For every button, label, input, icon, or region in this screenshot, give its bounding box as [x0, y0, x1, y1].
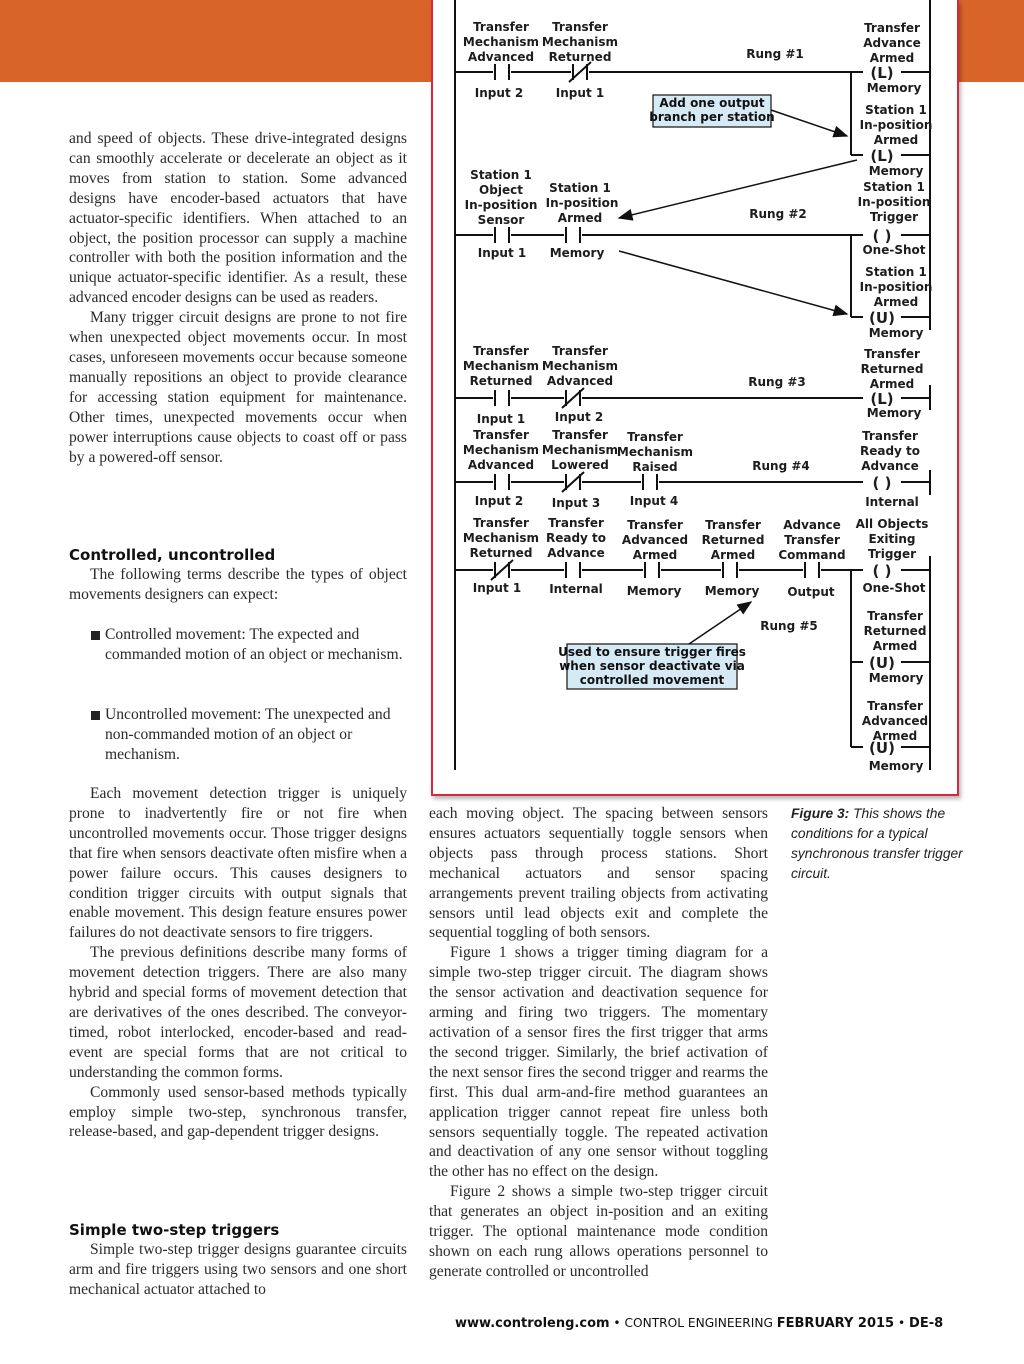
bullet-controlled-text: Controlled movement: The expected and commanded motion of an object or mechanism.: [105, 626, 403, 663]
ladder-diagram-svg: [433, 0, 957, 794]
paragraph-intro: and speed of objects. These drive-integrated designs can smoothly accelerate or decelerate an object as it moves from station to station. Some advanced designs have encoder-based actuators that have actuator-specific identifiers. When attached to an object, the position processor can supply a machine controller with both the position information and the unique actuator-specific identifier. As a result, these advanced encoder designs can be used as readers.: [69, 130, 407, 307]
rung1-branch-coil-type: Memory: [868, 164, 924, 178]
figure-3-ladder-diagram: [431, 0, 959, 796]
svg-text:Returned: Returned: [701, 533, 765, 547]
coil-symbol: (U): [869, 309, 895, 327]
svg-text:Armed: Armed: [869, 51, 915, 65]
svg-text:Mechanism: Mechanism: [462, 443, 540, 457]
svg-text:Armed: Armed: [873, 295, 919, 309]
svg-text:Armed: Armed: [869, 377, 915, 391]
rung4-label: Rung #4: [752, 459, 810, 473]
rung2-c2-label: Station 1: [549, 181, 611, 195]
svg-text:In-position: In-position: [857, 195, 931, 209]
footer-separator: •: [897, 1316, 906, 1330]
rung2-c1-label: Station 1: [470, 168, 532, 182]
svg-text:Mechanism: Mechanism: [541, 443, 619, 457]
paragraph-commonly: Commonly used sensor-based methods typically employ simple two-step, synchronous transfer, release-based, and gap-dependent trigger designs.: [69, 1083, 407, 1141]
svg-text:Armed: Armed: [872, 729, 918, 743]
svg-text:Mechanism: Mechanism: [462, 359, 540, 373]
rung5-c4-label: Transfer: [705, 518, 761, 532]
bullet-uncontrolled-text: Uncontrolled movement: The unexpected and non-commanded motion of an object or mechanism.: [105, 706, 391, 763]
paragraph-each: Each movement detection trigger is uniquely prone to inadvertently fire or not fire when uncontrolled movements occur. Those trigger designs that fire when sensors deactivate often misfire when a power failure occurs. This causes designers to condition trigger circuits with output signals that enable movement. This design feature ensures power failures do not deactivate sensors to fire triggers.: [69, 785, 407, 942]
rung5-label: Rung #5: [760, 619, 818, 633]
rung5-c2-input: Internal: [549, 582, 603, 596]
rung2-coil-type: One-Shot: [862, 243, 926, 257]
svg-text:Advance: Advance: [863, 36, 921, 50]
heading-controlled: Controlled, uncontrolled: [69, 546, 276, 564]
svg-text:when sensor deactivate via: when sensor deactivate via: [559, 659, 745, 673]
paragraph-previous: The previous definitions describe many forms of movement detection triggers. There are also many hybrid and special forms of movement detection that are derivatives of the ones described. The conveyor-timed, robot interlocked, encoder-based and read-event are special forms that are not critical to understanding the common forms.: [69, 944, 407, 1081]
svg-text:Mechanism: Mechanism: [616, 445, 694, 459]
rung3-c1-label: Transfer: [473, 344, 529, 358]
svg-text:Ready to: Ready to: [545, 531, 607, 545]
rung3-label: Rung #3: [748, 375, 806, 389]
rung2-branch-coil-label: Station 1: [865, 265, 927, 279]
svg-text:branch per station: branch per station: [649, 110, 775, 124]
left-column-lower: [69, 784, 407, 1142]
rung5-c5-input: Output: [787, 585, 835, 599]
rung1-c1-label: Transfer: [473, 20, 529, 34]
svg-text:Advance: Advance: [547, 546, 605, 560]
rung3-coil-label: Transfer: [864, 347, 920, 361]
rung4-c1-input: Input 2: [474, 494, 524, 508]
bullet-square-icon: [91, 631, 100, 640]
rung4-coil-label: Transfer: [862, 429, 918, 443]
svg-text:Trigger: Trigger: [867, 547, 917, 561]
footer-date: FEBRUARY 2015: [776, 1316, 895, 1331]
paragraph-figure1: Figure 1 shows a trigger timing diagram for a simple two-step trigger circuit. The diagram shows the sensor activation and deactivation sequence for arming and firing two triggers. The momentary activation of a sensor fires the first trigger that arms the second trigger. Similarly, the brief activation of the next sensor fires the second trigger and rearms the first. This dual arm-and-fire method guarantees an application trigger cannot repeat fire unless both sensors sequentially toggle. The repeated activation and deactivation of any one sensor without toggling the other has no effect on the design.: [429, 944, 768, 1181]
rung2-coil-label: Station 1: [863, 180, 925, 194]
svg-text:Advanced: Advanced: [467, 458, 535, 472]
svg-text:Ready to: Ready to: [859, 444, 921, 458]
section-simple: [69, 1221, 407, 1300]
footer-magazine: CONTROL ENGINEERING: [624, 1316, 773, 1330]
rung2-c1-input: Input 1: [477, 246, 527, 260]
svg-text:Returned: Returned: [860, 362, 924, 376]
coil-symbol: (L): [870, 390, 894, 408]
rung4-coil-type: Internal: [865, 495, 919, 509]
svg-text:Exiting: Exiting: [868, 532, 916, 546]
coil-symbol: ( ): [872, 474, 892, 492]
bullet-uncontrolled: [91, 705, 411, 765]
caption-text: This shows the conditions for a typical synchronous transfer trigger circuit.: [791, 806, 963, 881]
paragraph-continuation: each moving object. The spacing between sensors ensures actuators sequentially toggle sensors when objects pass through process stations. Short mechanical actuators and sensor spacing arrangements prevent trailing objects from activating sensors until lead objects exit and complete the sequential toggling of both sensors.: [429, 805, 768, 942]
rung1-label: Rung #1: [746, 47, 804, 61]
rung1-coil-type: Memory: [866, 81, 922, 95]
svg-text:Armed: Armed: [872, 639, 918, 653]
svg-text:controlled movement: controlled movement: [579, 673, 725, 687]
rung2-branch-coil-type: Memory: [868, 326, 924, 340]
left-column: [69, 129, 407, 467]
bullet-controlled: [91, 625, 411, 685]
coil-symbol: ( ): [872, 227, 892, 245]
rung2-c2-input: Memory: [549, 246, 605, 260]
rung2-label: Rung #2: [749, 207, 807, 221]
rung5-coil-type: One-Shot: [862, 581, 926, 595]
svg-text:Returned: Returned: [469, 546, 533, 560]
coil-symbol: (L): [870, 64, 894, 82]
rung4-c1-label: Transfer: [473, 428, 529, 442]
rung5-c1-input: Input 1: [472, 581, 522, 595]
rung1-c1-input: Input 2: [474, 86, 524, 100]
page-footer: [455, 1316, 965, 1331]
svg-text:Armed: Armed: [632, 548, 678, 562]
rung1-branch-coil-label: Station 1: [865, 103, 927, 117]
svg-text:In-position: In-position: [859, 118, 933, 132]
heading-simple: Simple two-step triggers: [69, 1221, 280, 1239]
svg-text:Trigger: Trigger: [869, 210, 919, 224]
svg-text:Armed: Armed: [557, 211, 603, 225]
paragraph-simple: Simple two-step trigger designs guarantee circuits arm and fire triggers using two sensors and one short mechanical actuator attached to: [69, 1241, 407, 1298]
rung5-c2-label: Transfer: [548, 516, 604, 530]
rung4-c3-label: Transfer: [627, 430, 683, 444]
coil-symbol: ( ): [872, 562, 892, 580]
svg-text:Advanced: Advanced: [546, 374, 614, 388]
rung4-c2-input: Input 3: [551, 496, 601, 510]
svg-text:Returned: Returned: [548, 50, 612, 64]
paragraph-trigger: Many trigger circuit designs are prone to not fire when unexpected object movements occur. In most cases, unforeseen movements occur because someone manually repositions an object to provide clearance for accessing station equipment for maintenance. Other times, unexpected movements occur when power interruptions cause objects to coast off or pass by a powered-off sensor.: [69, 309, 407, 466]
svg-text:Mechanism: Mechanism: [462, 35, 540, 49]
svg-text:Advanced: Advanced: [621, 533, 689, 547]
rung1-c2-label: Transfer: [552, 20, 608, 34]
rung5-c1-label: Transfer: [473, 516, 529, 530]
svg-text:Returned: Returned: [469, 374, 533, 388]
rung5-branch1-coil-type: Memory: [868, 671, 924, 685]
rung4-c2-label: Transfer: [552, 428, 608, 442]
rung5-c5-label: Advance: [783, 518, 841, 532]
rung5-c4-input: Memory: [704, 584, 760, 598]
footer-separator: •: [613, 1316, 621, 1330]
svg-text:Raised: Raised: [632, 460, 678, 474]
svg-text:Armed: Armed: [873, 133, 919, 147]
rung5-c3-label: Transfer: [627, 518, 683, 532]
rung3-c2-input: Input 2: [554, 410, 604, 424]
rung5-branch2-coil-type: Memory: [868, 759, 924, 773]
svg-text:Advance: Advance: [861, 459, 919, 473]
figure-caption: [791, 804, 971, 884]
middle-column: [429, 804, 768, 1282]
rung3-c1-input: Input 1: [476, 412, 526, 426]
svg-text:In-position: In-position: [545, 196, 619, 210]
rung5-coil-label: All Objects: [855, 517, 929, 531]
footer-page-number: DE-8: [909, 1316, 944, 1331]
svg-text:Sensor: Sensor: [477, 213, 525, 227]
rung4-c3-input: Input 4: [629, 494, 679, 508]
svg-text:Command: Command: [778, 548, 846, 562]
caption-label: Figure 3:: [791, 806, 850, 821]
svg-text:Mechanism: Mechanism: [541, 35, 619, 49]
svg-text:Advanced: Advanced: [861, 714, 929, 728]
rung3-c2-label: Transfer: [552, 344, 608, 358]
paragraph-figure2: Figure 2 shows a simple two-step trigger circuit that generates an object in-position and an exiting trigger. The optional maintenance mode condition shown on each rung allows operations personnel to generate controlled or uncontrolled: [429, 1183, 768, 1280]
rung5-c3-input: Memory: [626, 584, 682, 598]
section-controlled: [69, 546, 407, 605]
rung1-c2-input: Input 1: [555, 86, 605, 100]
bullet-square-icon: [91, 711, 100, 720]
svg-text:In-position: In-position: [859, 280, 933, 294]
svg-text:In-position: In-position: [464, 198, 538, 212]
rung5-branch2-coil-label: Transfer: [867, 699, 923, 713]
coil-symbol: (U): [869, 654, 895, 672]
rung1-coil-label: Transfer: [864, 21, 920, 35]
svg-text:Object: Object: [479, 183, 523, 197]
footer-url: www.controleng.com: [455, 1316, 610, 1331]
svg-text:Transfer: Transfer: [784, 533, 840, 547]
svg-text:Advanced: Advanced: [467, 50, 535, 64]
paragraph-terms: The following terms describe the types of object movements designers can expect:: [69, 566, 407, 603]
svg-text:Used to ensure trigger fires: Used to ensure trigger fires: [558, 645, 746, 659]
svg-text:Mechanism: Mechanism: [462, 531, 540, 545]
coil-symbol: (U): [869, 739, 895, 757]
svg-text:Armed: Armed: [710, 548, 756, 562]
svg-text:Lowered: Lowered: [551, 458, 609, 472]
svg-text:Mechanism: Mechanism: [541, 359, 619, 373]
svg-text:Add one output: Add one output: [659, 96, 765, 110]
rung3-coil-type: Memory: [866, 406, 922, 420]
rung5-branch1-coil-label: Transfer: [867, 609, 923, 623]
svg-text:Returned: Returned: [863, 624, 927, 638]
coil-symbol: (L): [870, 147, 894, 165]
